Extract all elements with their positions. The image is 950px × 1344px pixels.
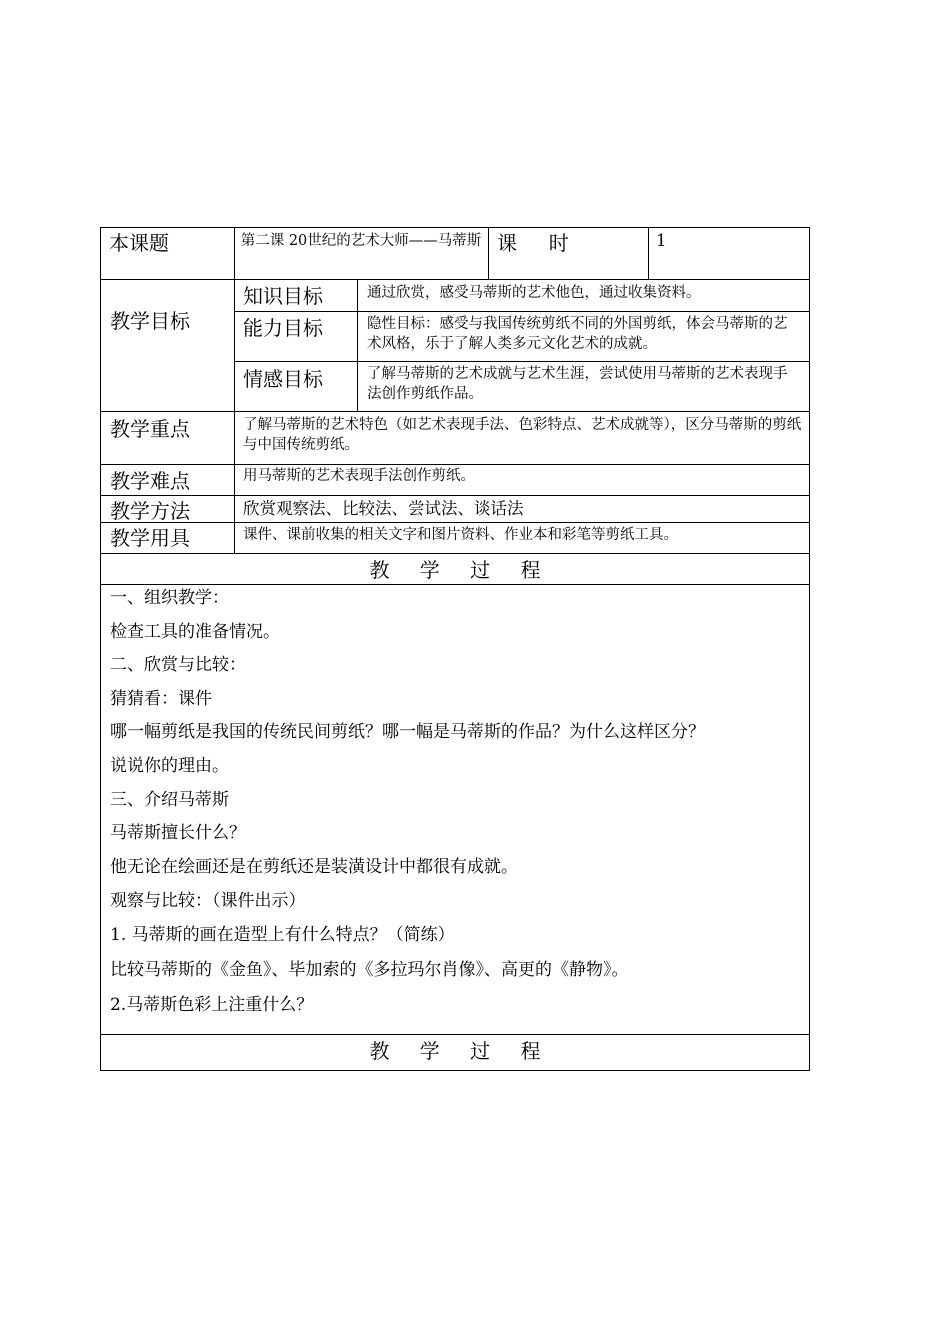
process-line: 1. 马蒂斯的画在造型上有什么特点？（简练） [110,925,455,945]
table-rule [100,495,810,496]
table-rule [100,553,810,554]
period-value: 1 [656,231,667,250]
table-rule [234,311,810,312]
process-line: 他无论在绘画还是在剪纸还是装潢设计中都很有成就。 [110,857,518,877]
process-line: 二、欣赏与比较： [110,655,246,675]
difficulty-label: 教学难点 [110,469,190,493]
table-column-rule [488,227,489,279]
process-line: 说说你的理由。 [110,756,229,776]
table-column-rule [234,227,235,554]
method-text: 欣赏观察法、比较法、尝试法、谈话法 [243,499,524,518]
process-line: 比较马蒂斯的《金鱼》、毕加索的《多拉玛尔肖像》、高更的《静物》。 [110,960,629,980]
process-line: 哪一幅剪纸是我国的传统民间剪纸？哪一幅是马蒂斯的作品？为什么这样区分？ [110,722,705,742]
emotion-objective-text: 了解马蒂斯的艺术成就与艺术生涯，尝试使用马蒂斯的艺术表现手法创作剪纸作品。 [367,366,788,402]
table-rule [100,1034,810,1035]
process-line: 一、组织教学： [110,588,229,608]
key-points-text: 了解马蒂斯的艺术特色（如艺术表现手法、色彩特点、艺术成就等），区分马蒂斯的剪纸与中国传统剪纸。 [243,417,802,453]
table-rule [100,411,810,412]
difficulty-text: 用马蒂斯的艺术表现手法创作剪纸。 [243,468,475,484]
tools-label: 教学用具 [110,526,190,550]
table-border-bottom [100,1070,810,1071]
ability-objective-label: 能力目标 [243,316,323,340]
key-points-label: 教学重点 [110,417,190,441]
knowledge-objective-text: 通过欣赏，感受马蒂斯的艺术他色，通过收集资料。 [367,285,701,301]
table-column-rule [357,279,358,411]
process-line: 检查工具的准备情况。 [110,622,280,642]
table-rule [100,522,810,523]
table-border-left [100,227,101,1071]
method-label: 教学方法 [110,499,190,523]
knowledge-objective-label: 知识目标 [243,284,323,308]
table-rule [234,361,810,362]
objectives-label: 教学目标 [110,309,190,333]
ability-objective-text: 隐性目标：感受与我国传统剪纸不同的外国剪纸，体会马蒂斯的艺术风格，乐于了解人类多元文化艺术的成就。 [367,316,788,352]
topic-label: 本课题 [109,231,169,255]
process-line: 马蒂斯擅长什么？ [110,823,246,843]
process-line: 猜猜看：课件 [110,689,212,709]
topic-value: 第二课 20世纪的艺术大师——马蒂斯 [240,233,482,249]
process-line: 三、介绍马蒂斯 [110,790,229,810]
table-border-right [809,227,810,1071]
period-label: 课 时 [497,231,569,255]
table-rule [100,464,810,465]
table-border-top [100,227,810,228]
table-column-rule [648,227,649,279]
table-rule [100,584,810,585]
process-footer-heading: 教 学 过 程 [369,1039,553,1063]
process-heading: 教 学 过 程 [369,558,553,582]
table-rule [100,279,810,280]
tools-text: 课件、课前收集的相关文字和图片资料、作业本和彩笔等剪纸工具。 [243,527,678,543]
emotion-objective-label: 情感目标 [243,367,323,391]
process-line: 观察与比较：（课件出示） [110,891,306,911]
process-line: 2.马蒂斯色彩上注重什么？ [110,995,314,1015]
